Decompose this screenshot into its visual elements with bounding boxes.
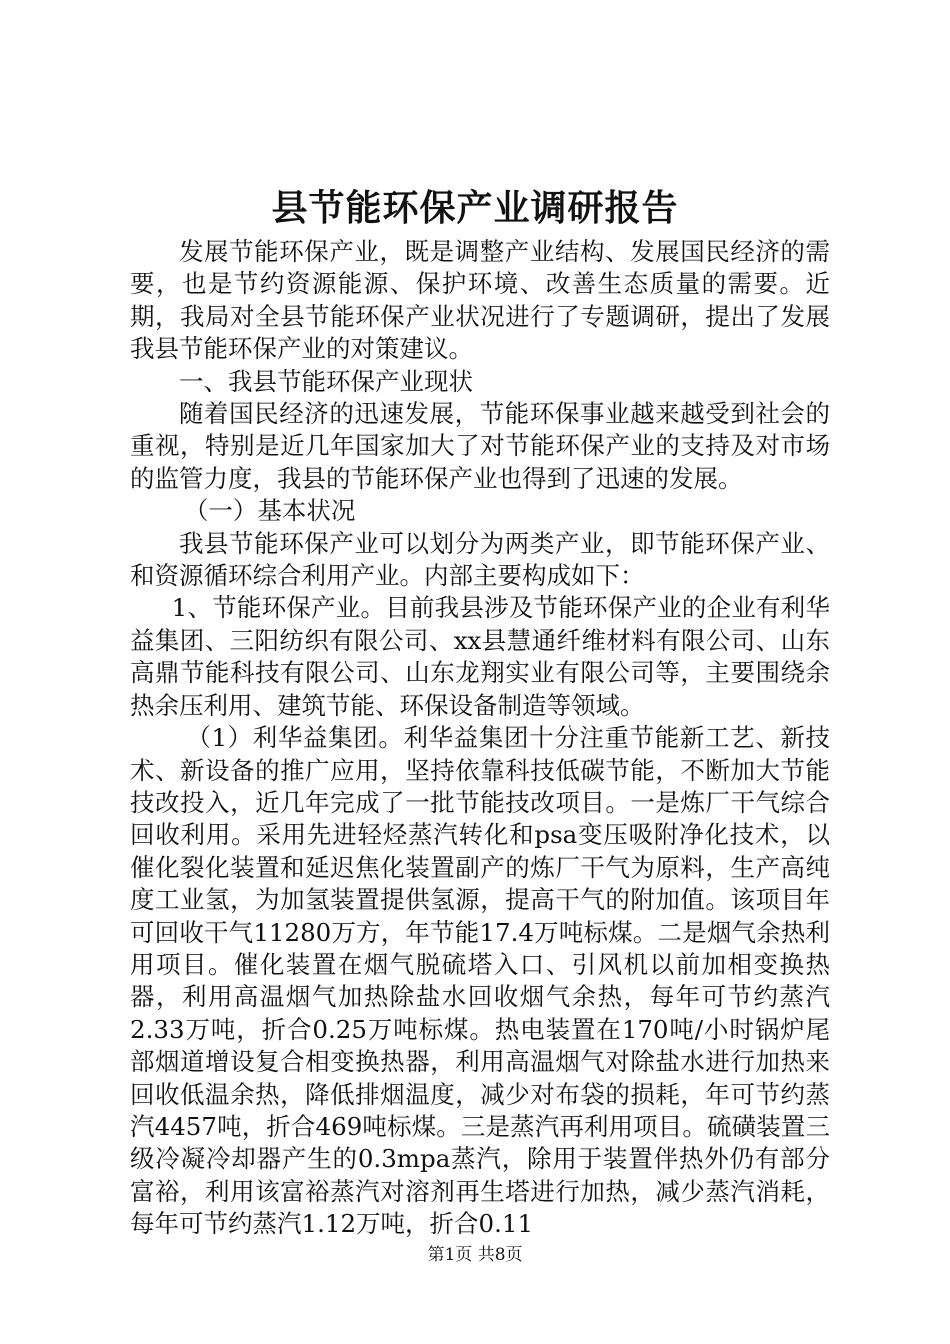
lihuayi-group-paragraph: （1）利华益集团。利华益集团十分注重节能新工艺、新技术、新设备的推广应用，坚持依靠科技低碳节能，不断加大节能技改投入，近几年完成了一批节能技改项目。一是炼厂干气综合回收利用。采用先进轻烃蒸汽转化和psa变压吸附净化技术，以催化裂化装置和延迟焦化装置副产的炼厂干气为原料，生产高纯度工业氢，为加氢装置提供氢源，提高干气的附加值。该项目年可回收干气11280万方，年节能17.4万吨标煤。二是烟气余热利用项目。催化装置在烟气脱硫塔入口、引风机以前加相变换热器，利用高温烟气加热除盐水回收烟气余热，每年可节约蒸汽2.33万吨，折合0.25万吨标煤。热电装置在170吨/小时锅炉尾部烟道增设复合相变换热器，利用高温烟气对除盐水进行加热来回收低温余热，降低排烟温度，减少对布袋的损耗，年可节约蒸汽4457吨，折合469吨标煤。三是蒸汽再利用项目。硫磺装置三级冷凝冷却器产生的0.3mpa蒸汽，除用于装置伴热外仍有部分富裕，利用该富裕蒸汽对溶剂再生塔进行加热，减少蒸汽消耗，每年可节约蒸汽1.12万吨，折合0.11 [130, 723, 830, 1239]
document-body [130, 236, 830, 1241]
section-heading-current-status: 一、我县节能环保产业现状 [179, 366, 473, 396]
page-footer: 第1页 共8页 [427, 1245, 523, 1265]
status-paragraph: 随着国民经济的迅速发展，节能环保事业越来越受到社会的重视，特别是近几年国家加大了对节能环保产业的支持及对市场的监管力度，我县的节能环保产业也得到了迅速的发展。 [130, 399, 830, 493]
energy-saving-industry-paragraph: 1、节能环保产业。目前我县涉及节能环保产业的企业有利华益集团、三阳纺织有限公司、xx县慧通纤维材料有限公司、山东高鼎节能科技有限公司、山东龙翔实业有限公司等，主要围绕余热余压利用、建筑节能、环保设备制造等领域。 [130, 593, 830, 720]
intro-paragraph: 发展节能环保产业，既是调整产业结构、发展国民经济的需要，也是节约资源能源、保护环境、改善生态质量的需要。近期，我局对全县节能环保产业状况进行了专题调研，提出了发展我县节能环保产业的对策建议。 [130, 237, 830, 364]
industry-classification-paragraph: 我县节能环保产业可以划分为两类产业，即节能环保产业、和资源循环综合利用产业。内部主要构成如下： [130, 528, 830, 591]
document-title: 县节能环保产业调研报告 [271, 187, 679, 229]
subsection-heading-basic-status: （一）基本状况 [183, 496, 356, 526]
